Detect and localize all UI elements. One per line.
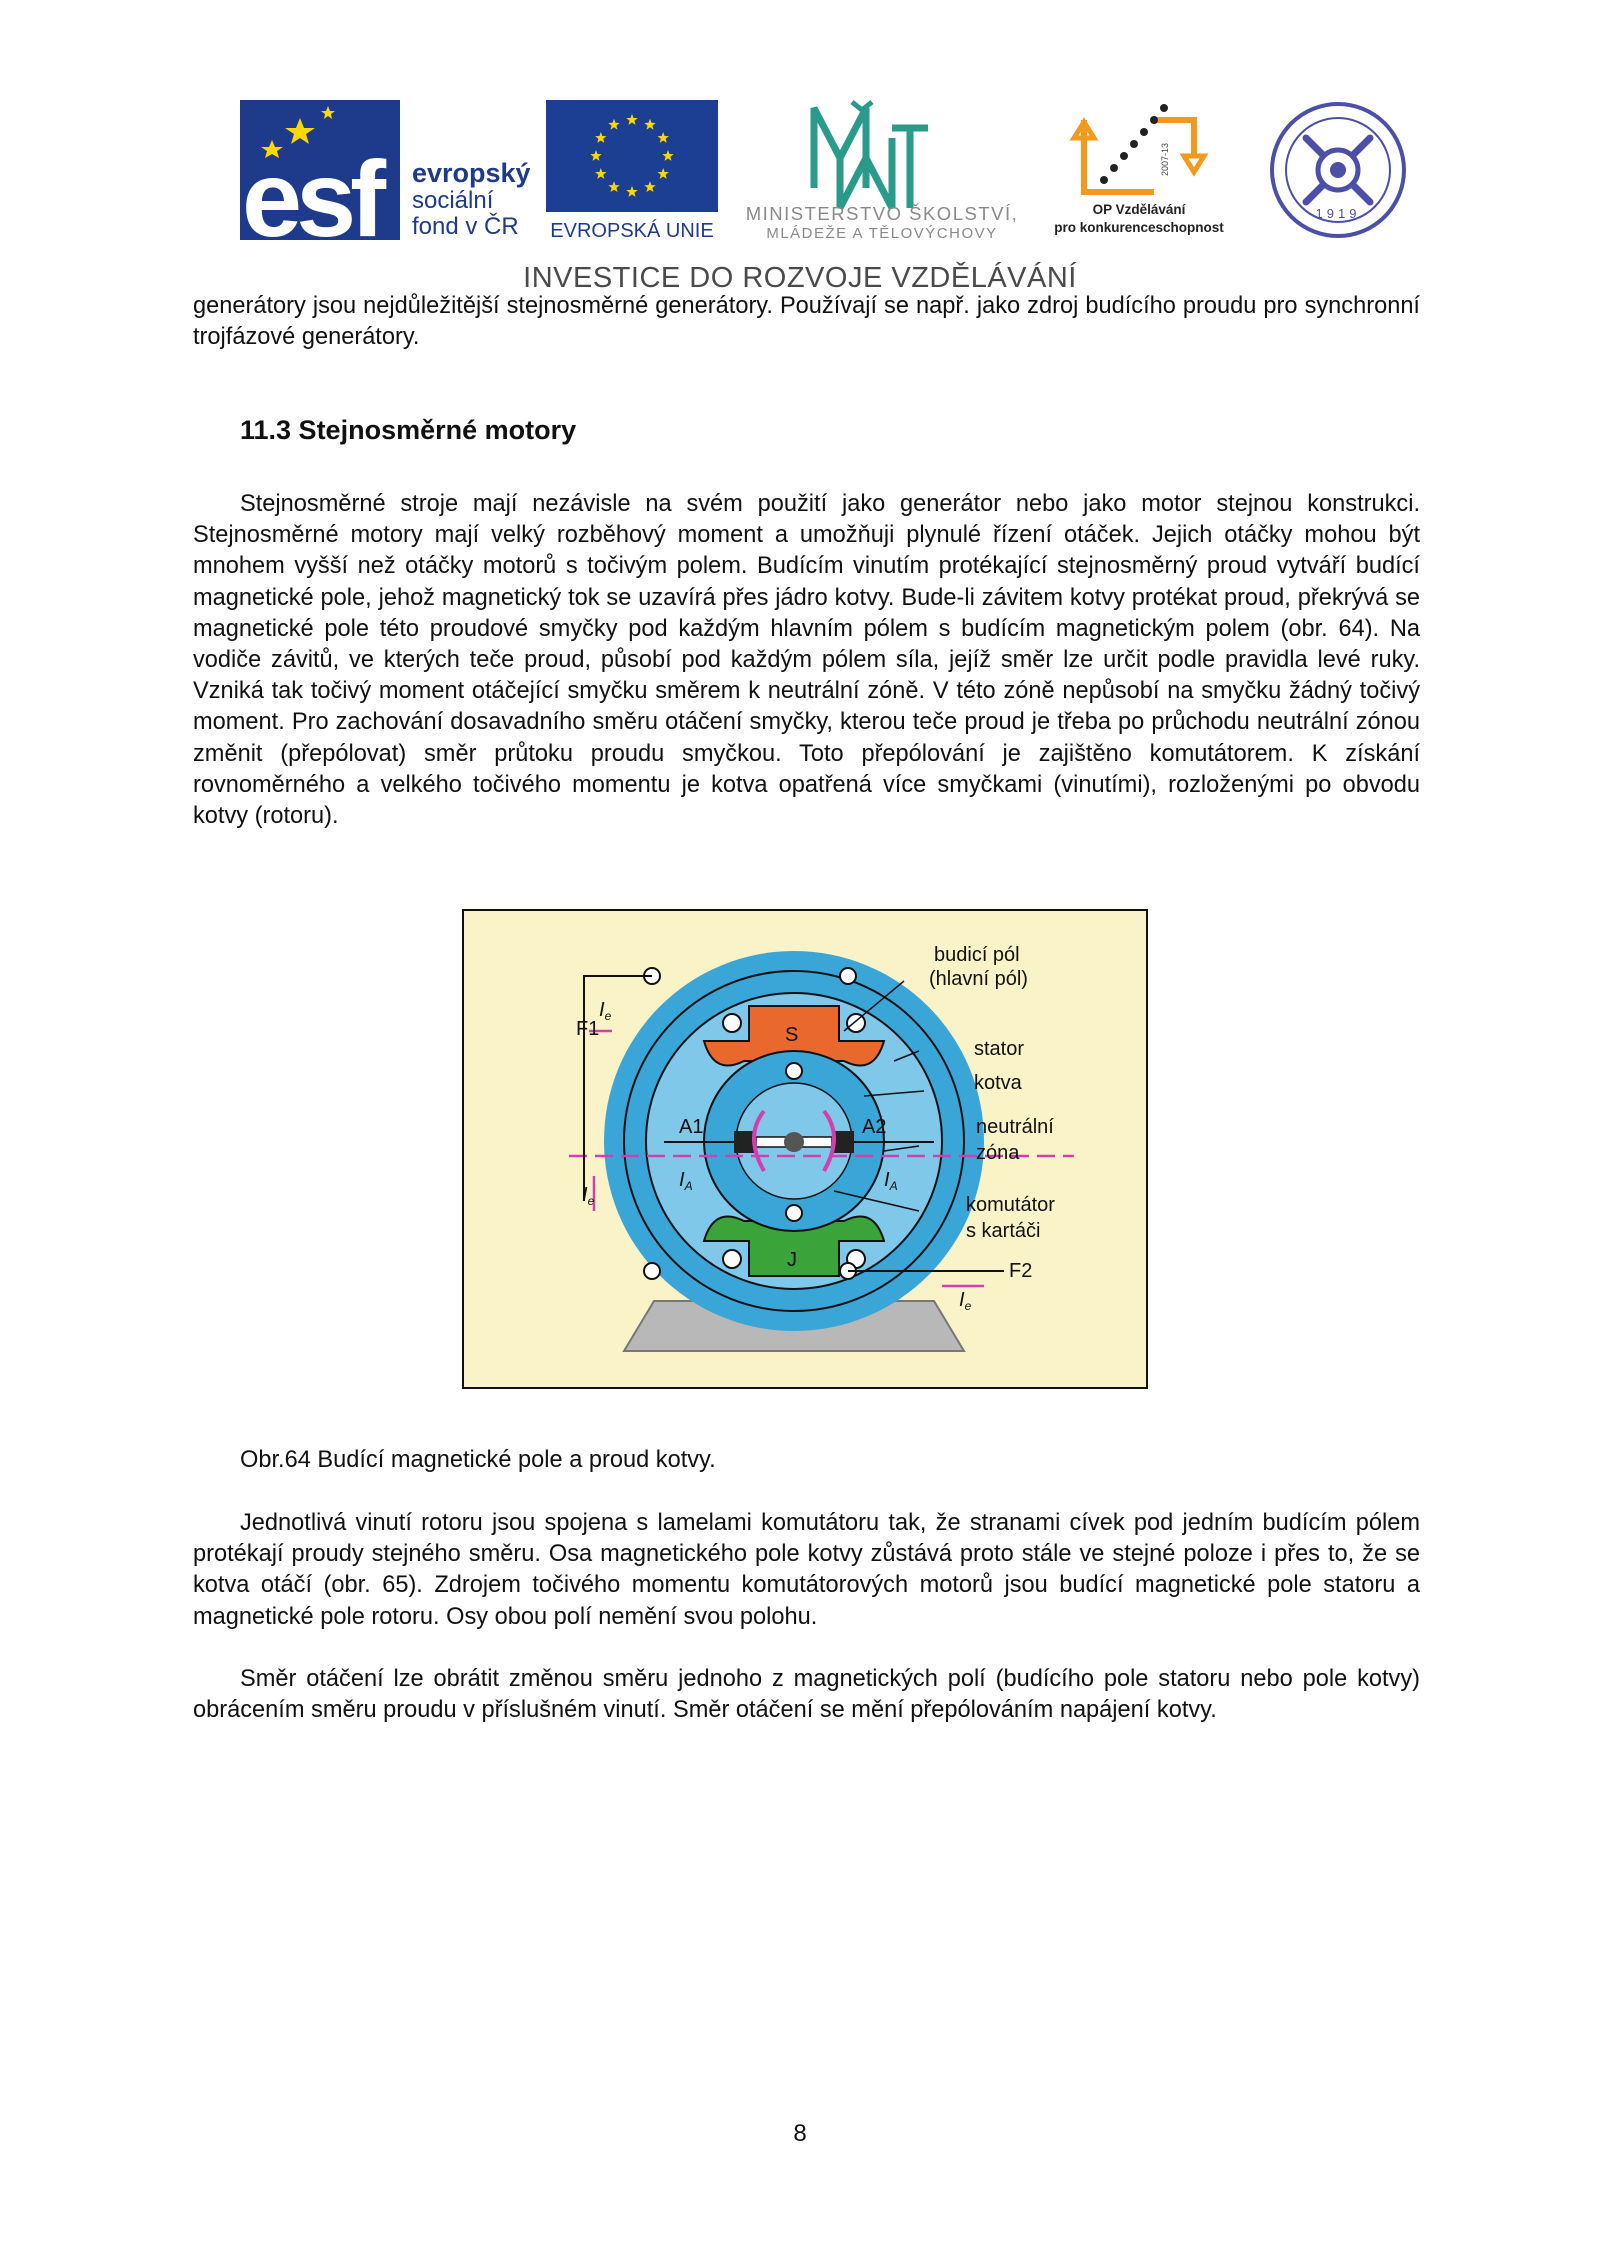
eu-flag-logo [546, 100, 718, 240]
label-stator: stator [974, 1038, 1025, 1060]
label-a1: A1 [679, 1116, 704, 1138]
label-neutral-2: zóna [976, 1142, 1020, 1164]
msmt-logo [732, 98, 1032, 243]
op-line1: OP Vzdělávání [1092, 202, 1186, 217]
label-komutator-2: s kartáči [966, 1220, 1041, 1242]
paragraph-2: Jednotlivá vinutí rotoru jsou spojena s lamelami komutátoru tak, že stranami cívek pod jedním budícím pólem protékají proudy stejného směru. Osa magnetického pole kotvy zůstává proto stále ve stejné poloze i přes to, že se kotva otáčí (obr. 65). Zdrojem točivého momentu komutátorových motorů jsou budící magnetické pole statoru a magnetické pole rotoru. Osy obou polí nemění svou polohu. [193, 1510, 1420, 1630]
label-ia-1: $I_A$ [679, 1169, 693, 1193]
label-ia-2: $I_A$ [884, 1169, 898, 1193]
label-ie-3: $I_e$ [959, 1289, 972, 1313]
label-pole-1: budicí pól [934, 944, 1020, 966]
paragraph-1: Stejnosměrné stroje mají nezávisle na svém použití jako generátor nebo jako motor stejnou konstrukci. Stejnosměrné motory mají velký rozběhový moment a umožňuji plynulé řízení otáček. Jejich otáčky mohou být mnohem vyšší než otáčky motorů s točivým polem. Budícím vinutím protékající stejnosměrný proud vytváří budící magnetické pole, jehož magnetický tok se uzavírá přes jádro kotvy. Bude-li závitem kotvy protékat proud, překrývá se magnetické pole této proudové smyčky pod každým hlavním pólem s budícím magnetickým polem (obr. 64). Na vodiče závitů, ve kterých teče proud, působí pod každým pólem síla, jejíž směr lze určit podle pravidla levé ruky. Vzniká tak točivý moment otáčející smyčku směrem k neutrální zóně. V této zóně nepůsobí na smyčku žádný točivý moment. Pro zachování dosavadního směru otáčení smyčky, kterou teče proud je třeba po průchodu neutrální zónou změnit (přepólovat) směr průtoku proudu smyčkou. Toto přepólování je zajištěno komutátorem. K získání rovnoměrného a velkého točivého momentu je kotva opatřená více smyčkami (vinutími), rozloženými po obvodu kotvy (rotoru). [193, 491, 1420, 830]
label-f2: F2 [1009, 1260, 1033, 1282]
esf-mark: esf [242, 138, 381, 240]
label-komutator-1: komutátor [966, 1194, 1055, 1216]
intro-paragraph: generátory jsou nejdůležitější stejnosměrné generátory. Používají se např. jako zdroj budícího proudu pro synchronní trojfázové generátory. [193, 293, 1420, 351]
motor-diagram-figure [462, 909, 1148, 1389]
seal-year: 1919 [1315, 206, 1361, 221]
msmt-line2: MLÁDEŽE A TĚLOVÝCHOVY [766, 225, 998, 242]
op-line2: pro konkurenceschopnost [1054, 220, 1224, 235]
esf-line2: sociální [412, 187, 494, 214]
esf-line1: evropský [412, 158, 530, 188]
label-ie-2: $I_e$ [582, 1184, 595, 1208]
school-seal-logo [1268, 100, 1408, 240]
label-f1: F1 [576, 1018, 600, 1040]
label-pole-2: (hlavní pól) [929, 968, 1028, 990]
label-ie-1: $I_e$ [599, 999, 612, 1023]
esf-logo [240, 100, 530, 240]
label-s: S [785, 1024, 799, 1046]
eu-label: EVROPSKÁ UNIE [550, 220, 714, 240]
label-neutral-1: neutrální [976, 1116, 1054, 1138]
paragraph-3: Směr otáčení lze obrátit změnou směru jednoho z magnetických polí (budícího pole statoru nebo pole kotvy) obrácením směru proudu v příslušném vinutí. Směr otáčení se mění přepólováním napájení kotvy. [193, 1666, 1420, 1724]
op-years: 2007-13 [1160, 142, 1170, 176]
header-tagline: INVESTICE DO ROZVOJE VZDĚLÁVÁNÍ [523, 262, 1077, 294]
section-heading: 11.3 Stejnosměrné motory [240, 415, 577, 445]
esf-line3: fond v ČR [412, 213, 519, 240]
label-kotva: kotva [974, 1072, 1022, 1094]
page-number: 8 [793, 2120, 807, 2147]
msmt-line1: MINISTERSTVO ŠKOLSTVÍ, [745, 203, 1019, 224]
figure-caption: Obr.64 Budící magnetické pole a proud kotvy. [240, 1447, 716, 1473]
label-a2: A2 [862, 1116, 887, 1138]
label-j: J [787, 1249, 797, 1271]
op-vzdelavani-logo [1044, 98, 1234, 243]
